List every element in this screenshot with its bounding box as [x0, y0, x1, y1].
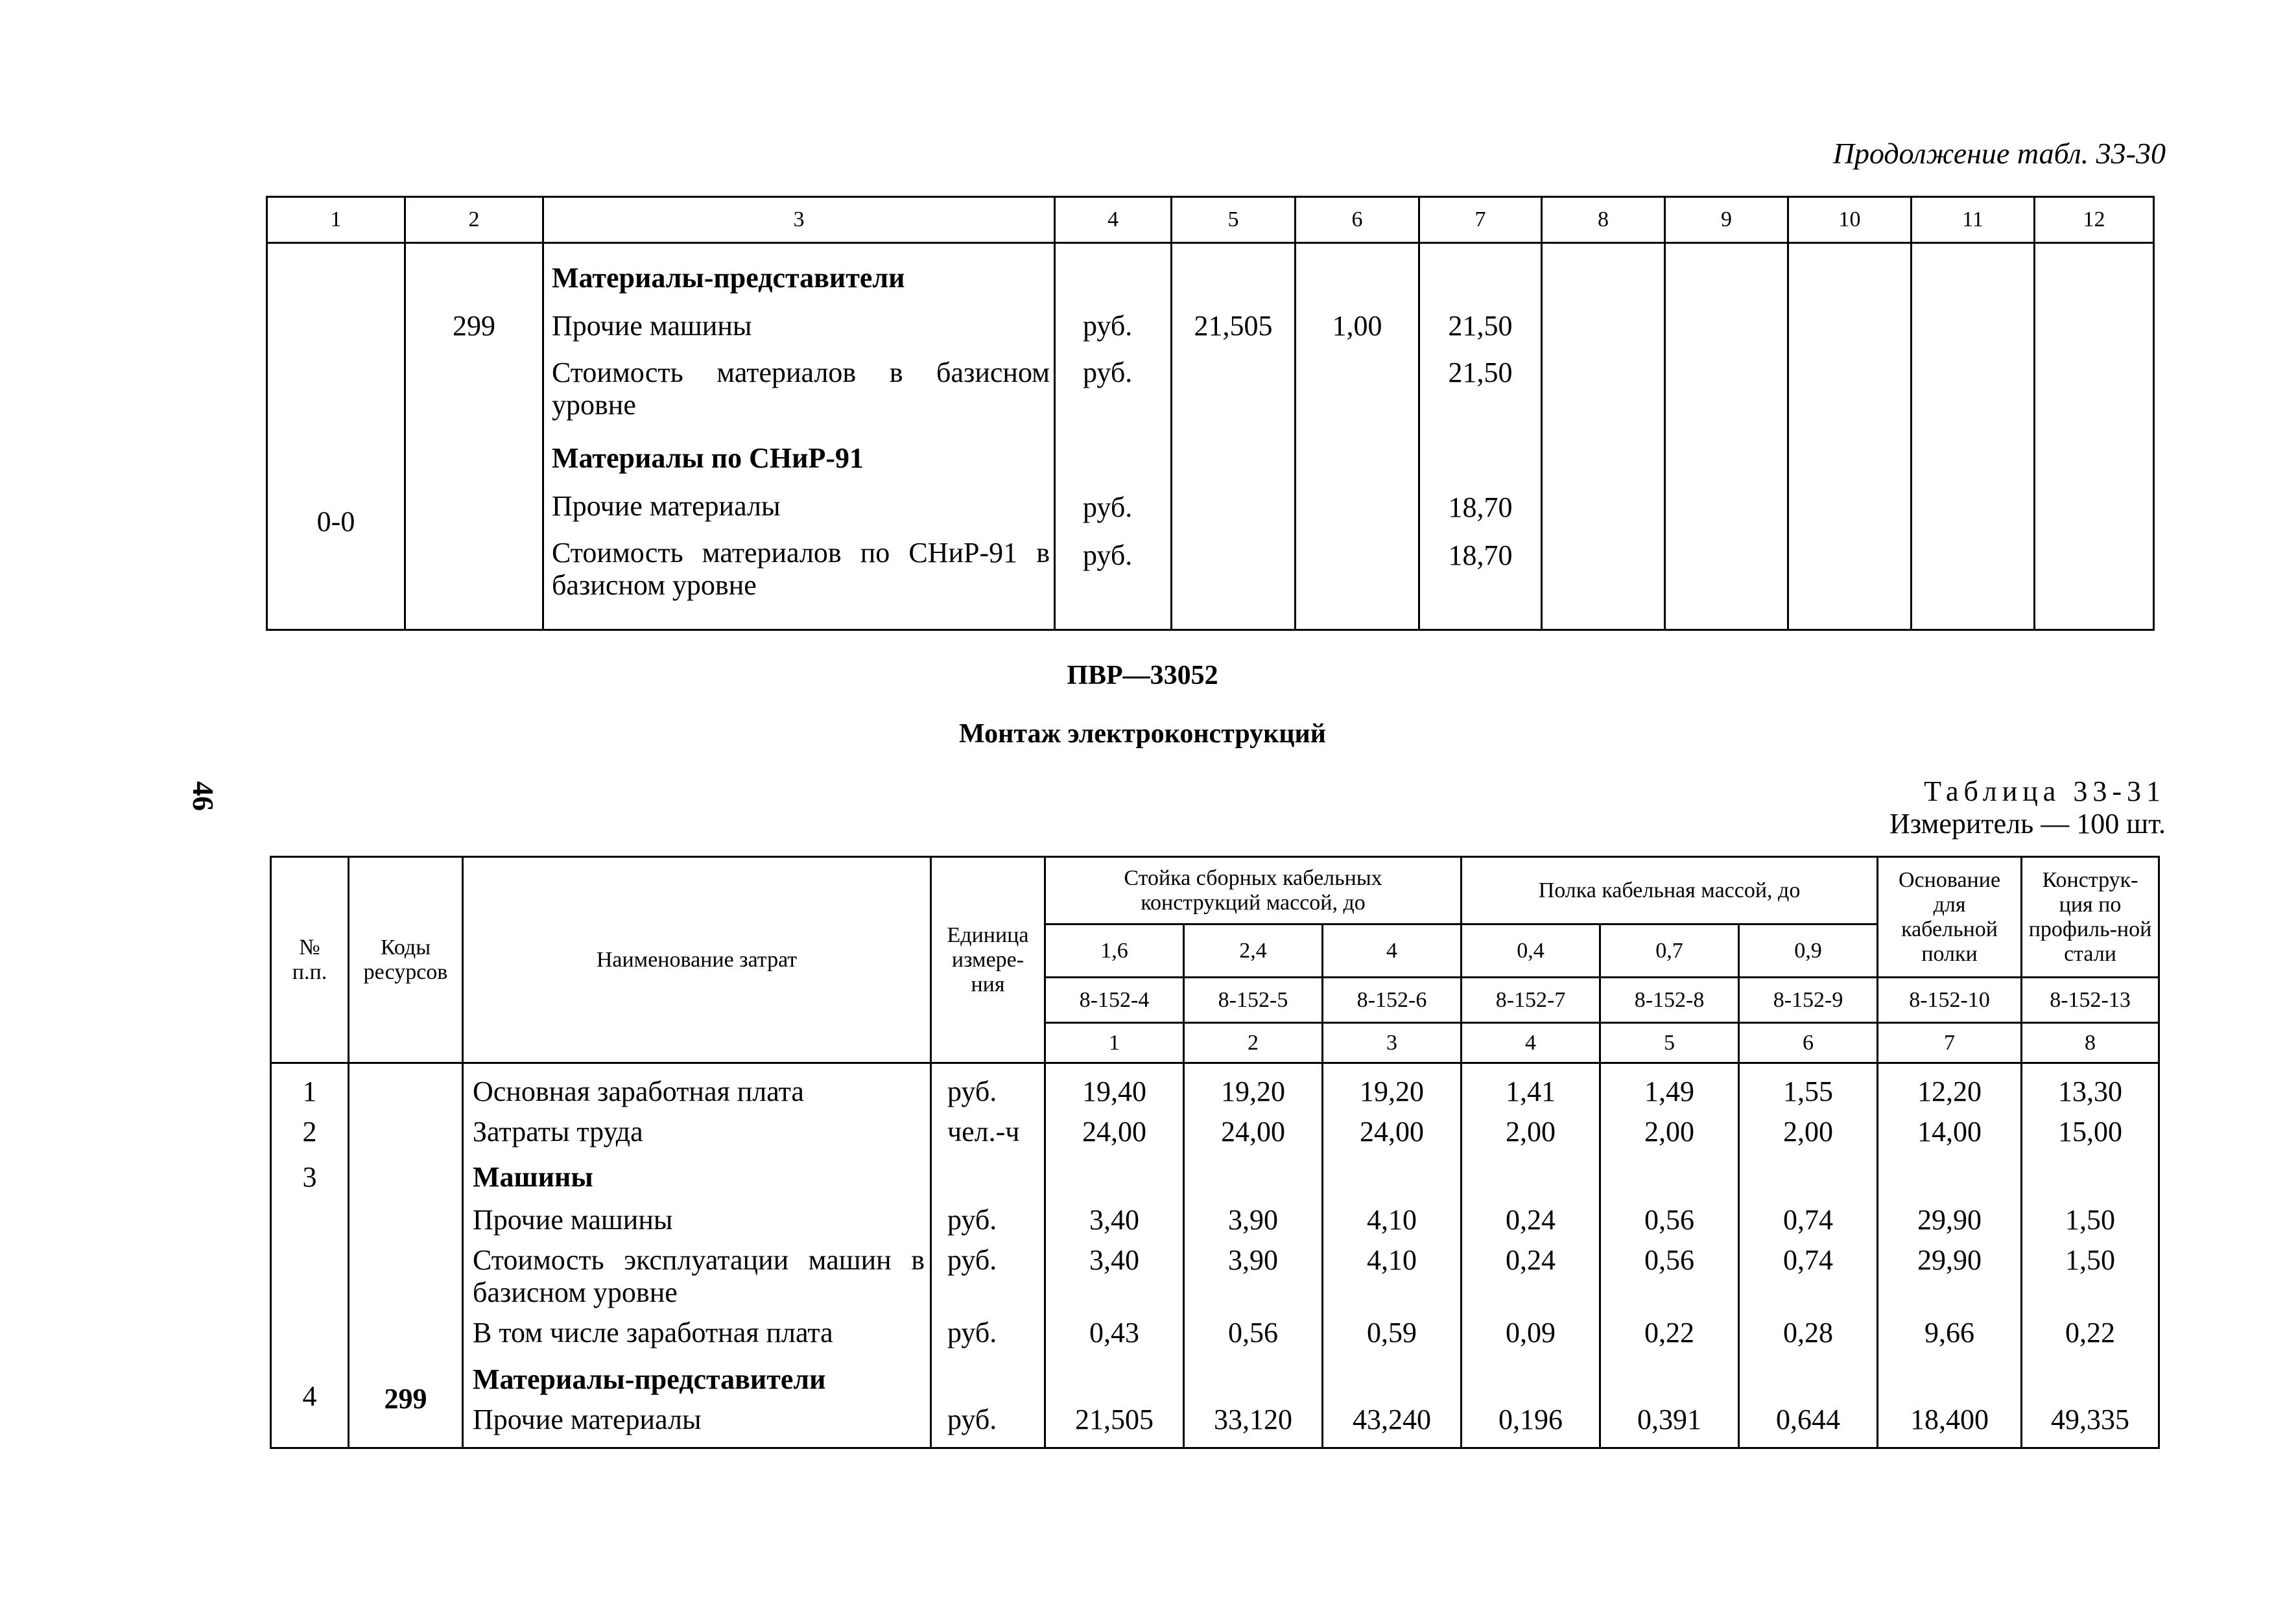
value: 21,50 — [1448, 357, 1513, 388]
empty-cell — [1788, 243, 1912, 630]
value: 0,22 — [2065, 1317, 2116, 1348]
value-cell — [1172, 243, 1296, 630]
value: 3,90 — [1228, 1244, 1278, 1276]
value: 21,50 — [1448, 310, 1513, 342]
resource-codes-cell — [349, 1063, 463, 1448]
value: 3,40 — [1089, 1244, 1139, 1276]
col-header: 8 — [1542, 197, 1665, 243]
value: 0,43 — [1089, 1317, 1139, 1348]
col-header: 7 — [1419, 197, 1542, 243]
norm-code: 8-152-13 — [2022, 978, 2159, 1023]
norm-code: 8-152-7 — [1462, 978, 1600, 1023]
cost-name: Затраты труда — [473, 1116, 643, 1147]
values-col-4 — [1462, 1063, 1600, 1448]
value: 0,196 — [1498, 1404, 1563, 1435]
item-name: Стоимость материалов по СНиР-91 в базисном уровне — [552, 537, 1050, 601]
section-heading: Материалы-представители — [473, 1363, 826, 1395]
value: 4,10 — [1367, 1244, 1417, 1276]
col-number: 4 — [1462, 1023, 1600, 1063]
header-row-1 — [271, 857, 2159, 924]
col-header: 5 — [1172, 197, 1296, 243]
value: 0,22 — [1644, 1317, 1695, 1348]
unit-value: руб. — [947, 1244, 997, 1276]
name-cell — [543, 243, 1055, 630]
col-header: 3 — [543, 197, 1055, 243]
values-col-1 — [1045, 1063, 1184, 1448]
value: 0,24 — [1506, 1204, 1556, 1236]
value: 0,56 — [1644, 1244, 1695, 1276]
col-header: 2 — [405, 197, 543, 243]
value: 19,20 — [1221, 1076, 1285, 1107]
value: 1,55 — [1783, 1076, 1834, 1107]
values-col-3 — [1323, 1063, 1462, 1448]
cost-name: Стоимость эксплуатации машин в базисном уровне — [473, 1244, 925, 1308]
unit-value: руб. — [1083, 310, 1133, 342]
resources-body — [271, 1063, 2159, 1448]
value: 19,20 — [1360, 1076, 1424, 1107]
value: 1,50 — [2065, 1204, 2116, 1236]
value: 49,335 — [2051, 1404, 2130, 1435]
row-numbers-cell — [271, 1063, 349, 1448]
value: 0,09 — [1506, 1317, 1556, 1348]
value: 0,59 — [1367, 1317, 1417, 1348]
mass-header: 0,9 — [1739, 924, 1878, 978]
col-number: 1 — [1045, 1023, 1184, 1063]
values-col-8 — [2022, 1063, 2159, 1448]
units-cell — [931, 1063, 1045, 1448]
value: 1,50 — [2065, 1244, 2116, 1276]
col-number: 7 — [1878, 1023, 2022, 1063]
continuation-caption: Продолжение табл. 33-30 — [1832, 137, 2166, 170]
h-group-shelf: Полка кабельная массой, до — [1462, 857, 1878, 924]
top-table-body-row — [267, 243, 2154, 630]
value: 13,30 — [2058, 1076, 2123, 1107]
value: 18,400 — [1910, 1404, 1989, 1435]
col-header: 1 — [267, 197, 405, 243]
page-number: 46 — [187, 781, 220, 811]
norm-code: 8-152-6 — [1323, 978, 1462, 1023]
unit-value: чел.-ч — [947, 1116, 1020, 1147]
norm-code: 8-152-9 — [1739, 978, 1878, 1023]
value: 0,56 — [1228, 1317, 1278, 1348]
h-unit: Единица измере-ния — [931, 857, 1045, 1063]
cost-name: Прочие машины — [473, 1204, 673, 1236]
cost-name: В том числе заработная плата — [473, 1317, 833, 1348]
values-col-7 — [1878, 1063, 2022, 1448]
item-name: Прочие машины — [552, 310, 752, 342]
col-number: 2 — [1184, 1023, 1323, 1063]
norm-code: 8-152-10 — [1878, 978, 2022, 1023]
unit-value: руб. — [1083, 491, 1133, 523]
col-header: 12 — [2035, 197, 2154, 243]
value: 29,90 — [1917, 1204, 1982, 1236]
value: 24,00 — [1360, 1116, 1424, 1147]
code-cell — [267, 243, 405, 630]
values-col-6 — [1739, 1063, 1878, 1448]
empty-cell — [1665, 243, 1788, 630]
empty-cell — [1542, 243, 1665, 630]
mass-header: 1,6 — [1045, 924, 1184, 978]
value: 18,70 — [1448, 491, 1513, 523]
value: 14,00 — [1917, 1116, 1982, 1147]
h-num: № п.п. — [271, 857, 349, 1063]
value: 0,56 — [1644, 1204, 1695, 1236]
value: 24,00 — [1082, 1116, 1146, 1147]
unit-value: руб. — [947, 1204, 997, 1236]
document-code: ПВР—33052 — [1067, 661, 1218, 690]
section-heading: Машины — [473, 1161, 593, 1193]
value: 0,391 — [1637, 1404, 1702, 1435]
value: 1,41 — [1506, 1076, 1556, 1107]
value: 21,505 — [1194, 310, 1273, 342]
resource-code: 299 — [384, 1383, 427, 1415]
value: 1,00 — [1332, 310, 1382, 342]
col-number: 6 — [1739, 1023, 1878, 1063]
h-name: Наименование затрат — [463, 857, 931, 1063]
value: 43,240 — [1353, 1404, 1431, 1435]
section-heading: Материалы-представители — [552, 262, 905, 294]
values-col-5 — [1600, 1063, 1739, 1448]
resources-table — [270, 856, 2160, 1449]
value: 24,00 — [1221, 1116, 1285, 1147]
value: 2,00 — [1644, 1116, 1695, 1147]
value: 21,505 — [1075, 1404, 1154, 1435]
item-name: Стоимость материалов в базисном уровне — [552, 357, 1050, 421]
item-name: Прочие материалы — [552, 490, 781, 522]
h-group-rack: Стойка сборных кабельных конструкций массой, до — [1045, 857, 1462, 924]
top-table-header-row — [267, 197, 2154, 243]
col-header: 10 — [1788, 197, 1912, 243]
value: 3,90 — [1228, 1204, 1278, 1236]
unit-cell — [1055, 243, 1172, 630]
row-number: 4 — [302, 1380, 317, 1412]
value: 0,74 — [1783, 1204, 1834, 1236]
value: 18,70 — [1448, 539, 1513, 571]
col-header: 9 — [1665, 197, 1788, 243]
row-number: 1 — [302, 1076, 317, 1107]
table-label: Таблица 33-31 — [1924, 775, 2166, 807]
norm-code: 8-152-8 — [1600, 978, 1739, 1023]
col-number: 8 — [2022, 1023, 2159, 1063]
measure-unit-label: Измеритель — 100 шт. — [1889, 808, 2166, 840]
mass-header: 4 — [1323, 924, 1462, 978]
value: 0,28 — [1783, 1317, 1834, 1348]
section-heading: Материалы по СНиР-91 — [552, 442, 864, 474]
value: 15,00 — [2058, 1116, 2123, 1147]
value: 12,20 — [1917, 1076, 1982, 1107]
cost-name: Основная заработная плата — [473, 1076, 804, 1107]
norm-code: 8-152-5 — [1184, 978, 1323, 1023]
value: 0,74 — [1783, 1244, 1834, 1276]
empty-cell — [2035, 243, 2154, 630]
code-value: 0-0 — [316, 506, 355, 537]
value: 0,24 — [1506, 1244, 1556, 1276]
unit-value: руб. — [1083, 357, 1133, 388]
value-cell — [1419, 243, 1542, 630]
mass-header: 0,7 — [1600, 924, 1739, 978]
cost-name: Прочие материалы — [473, 1404, 702, 1435]
value: 33,120 — [1214, 1404, 1292, 1435]
unit-value: руб. — [1083, 539, 1133, 571]
unit-value: руб. — [947, 1076, 997, 1107]
document-subtitle: Монтаж электроконструкций — [959, 719, 1326, 749]
row-number: 2 — [302, 1116, 317, 1147]
values-col-2 — [1184, 1063, 1323, 1448]
value: 1,49 — [1644, 1076, 1695, 1107]
value: 2,00 — [1783, 1116, 1834, 1147]
mass-header: 2,4 — [1184, 924, 1323, 978]
norm-code: 8-152-4 — [1045, 978, 1184, 1023]
value: 4,10 — [1367, 1204, 1417, 1236]
value-cell — [1296, 243, 1419, 630]
col-number: 3 — [1323, 1023, 1462, 1063]
col-header: 11 — [1912, 197, 2035, 243]
value: 3,40 — [1089, 1204, 1139, 1236]
value: 0,644 — [1776, 1404, 1841, 1435]
mass-header: 0,4 — [1462, 924, 1600, 978]
value: 9,66 — [1924, 1317, 1975, 1348]
h-col7: Основание для кабельной полки — [1878, 857, 2022, 978]
cost-names-cell — [463, 1063, 931, 1448]
h-codes: Коды ресурсов — [349, 857, 463, 1063]
value: 19,40 — [1082, 1076, 1146, 1107]
h-col8: Конструк-ция по профиль-ной стали — [2022, 857, 2159, 978]
unit-value: руб. — [947, 1317, 997, 1348]
empty-cell — [1912, 243, 2035, 630]
resource-code: 299 — [453, 310, 495, 342]
col-header: 6 — [1296, 197, 1419, 243]
row-number: 3 — [302, 1161, 317, 1193]
value: 2,00 — [1506, 1116, 1556, 1147]
col-header: 4 — [1055, 197, 1172, 243]
col-number: 5 — [1600, 1023, 1739, 1063]
unit-value: руб. — [947, 1404, 997, 1435]
value: 29,90 — [1917, 1244, 1982, 1276]
resource-cell — [405, 243, 543, 630]
top-table — [266, 196, 2155, 631]
